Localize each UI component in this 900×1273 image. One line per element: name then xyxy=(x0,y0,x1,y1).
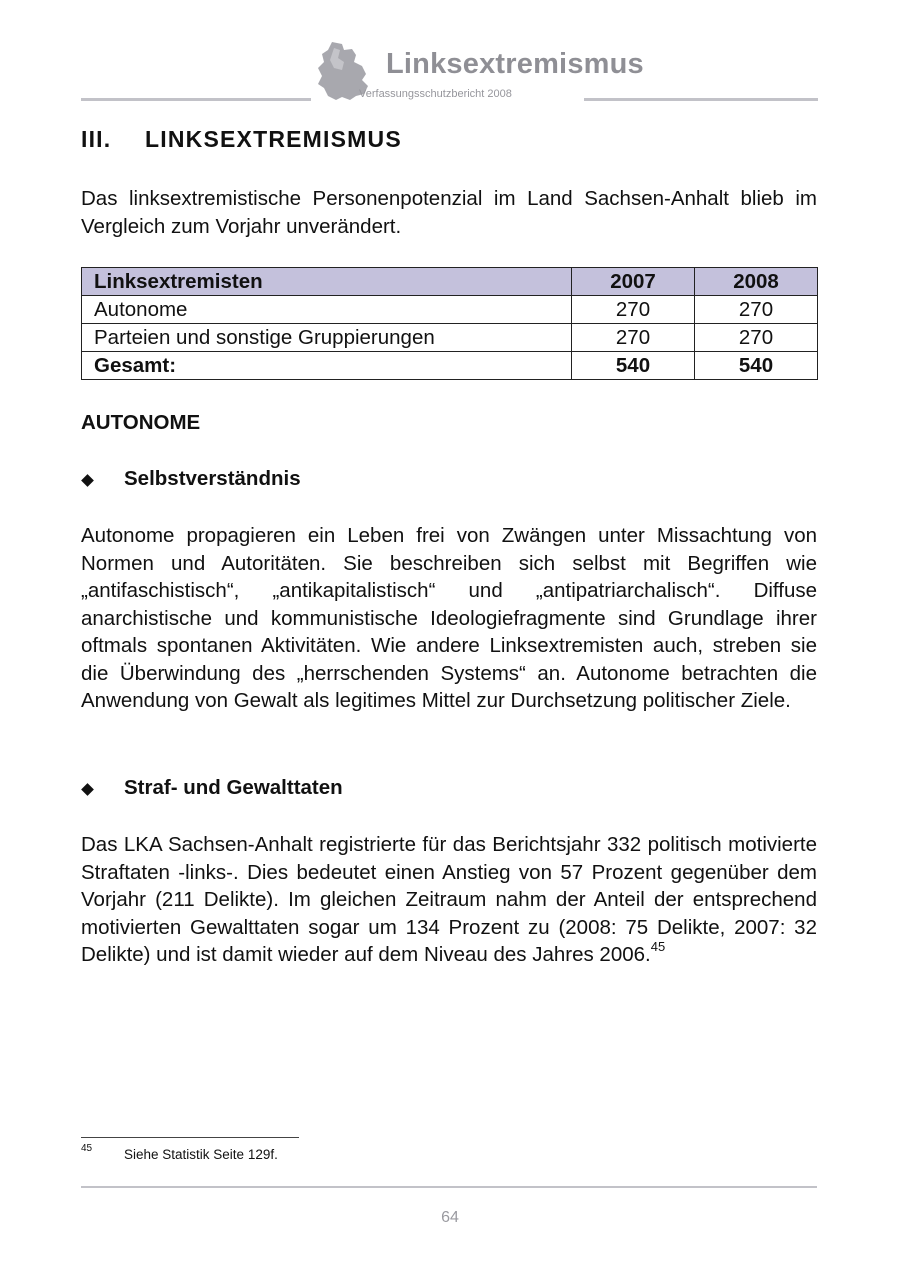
footnote-text: Siehe Statistik Seite 129f. xyxy=(124,1147,278,1162)
section-title xyxy=(81,126,402,153)
table-total-value: 540 xyxy=(572,352,695,380)
table-cell-value: 270 xyxy=(572,324,695,352)
diamond-bullet-icon xyxy=(81,783,94,796)
page-header xyxy=(81,38,818,104)
diamond-bullet-icon xyxy=(81,474,94,487)
footnote-reference[interactable]: 45 xyxy=(650,939,666,955)
table-cell-value: 270 xyxy=(695,296,818,324)
table-header-2008: 2008 xyxy=(695,268,818,296)
table-cell-label: Parteien und sonstige Gruppierungen xyxy=(82,324,572,352)
paragraph-straftaten-text: Das LKA Sachsen-Anhalt registrierte für das Berichtsjahr 332 politisch motivierte Straftaten -links-. Dies bedeutet einen Anstieg von 57 Prozent gegenüber dem Vorjahr (211 Delikte). Im gleichen Zeitraum nahm der Anteil der entsprechend motivierten Gewalttaten sogar um 134 Prozent zu (2008: 75 Delikte, 2007: 32 Delikte) und ist damit wieder auf dem Niveau des Jahres 2006. xyxy=(81,833,817,966)
paragraph-straftaten xyxy=(81,831,817,969)
table-total-label: Gesamt: xyxy=(82,352,572,380)
table-header-category: Linksextremisten xyxy=(82,268,572,296)
table-cell-label: Autonome xyxy=(82,296,572,324)
table-total-value: 540 xyxy=(695,352,818,380)
bullet-heading-text: Selbstverständnis xyxy=(124,467,301,490)
table-header-2007: 2007 xyxy=(572,268,695,296)
header-title: Linksextremismus xyxy=(386,48,644,80)
page-number: 64 xyxy=(441,1209,459,1226)
paragraph-selbstverstaendnis: Autonome propagieren ein Leben frei von Zwängen unter Missachtung von Normen und Autoritäten. Sie beschreiben sich selbst mit Begriffen wie „antifaschistisch“, „antikapitalistisch“ und „antipatriarchalisch“. Diffuse anarchistische und kommunistische Ideologiefragmente sind Grundlage ihrer oftmals spontanen Aktivitäten. Wie andere Linksextremisten auch, streben sie die Überwindung des „herrschenden Systems“ an. Autonome betrachten die Anwendung von Gewalt als legitimes Mittel zur Durchsetzung politischer Ziele. xyxy=(81,524,817,712)
table-row xyxy=(82,296,818,324)
subheading-autonome: AUTONOME xyxy=(81,411,201,434)
footnote-number: 45 xyxy=(81,1143,93,1154)
header-rule-right xyxy=(584,98,818,101)
header-subtitle: Verfassungsschutzbericht 2008 xyxy=(359,88,512,100)
table-total-row xyxy=(82,352,818,380)
section-number: III. xyxy=(81,126,112,152)
footnote-separator xyxy=(81,1137,299,1138)
section-title-text: LINKSEXTREMISMUS xyxy=(145,126,402,152)
bullet-heading-text: Straf- und Gewalttaten xyxy=(124,776,343,799)
intro-paragraph: Das linksextremistische Personenpotenzial im Land Sachsen-Anhalt blieb im Vergleich zum Vorjahr unverändert. xyxy=(81,187,817,238)
table-cell-value: 270 xyxy=(695,324,818,352)
table-cell-value: 270 xyxy=(572,296,695,324)
header-rule-left xyxy=(81,98,311,101)
table-header-row xyxy=(82,268,818,296)
table-row xyxy=(82,324,818,352)
footer-rule xyxy=(81,1186,817,1188)
statistics-table xyxy=(81,267,818,380)
